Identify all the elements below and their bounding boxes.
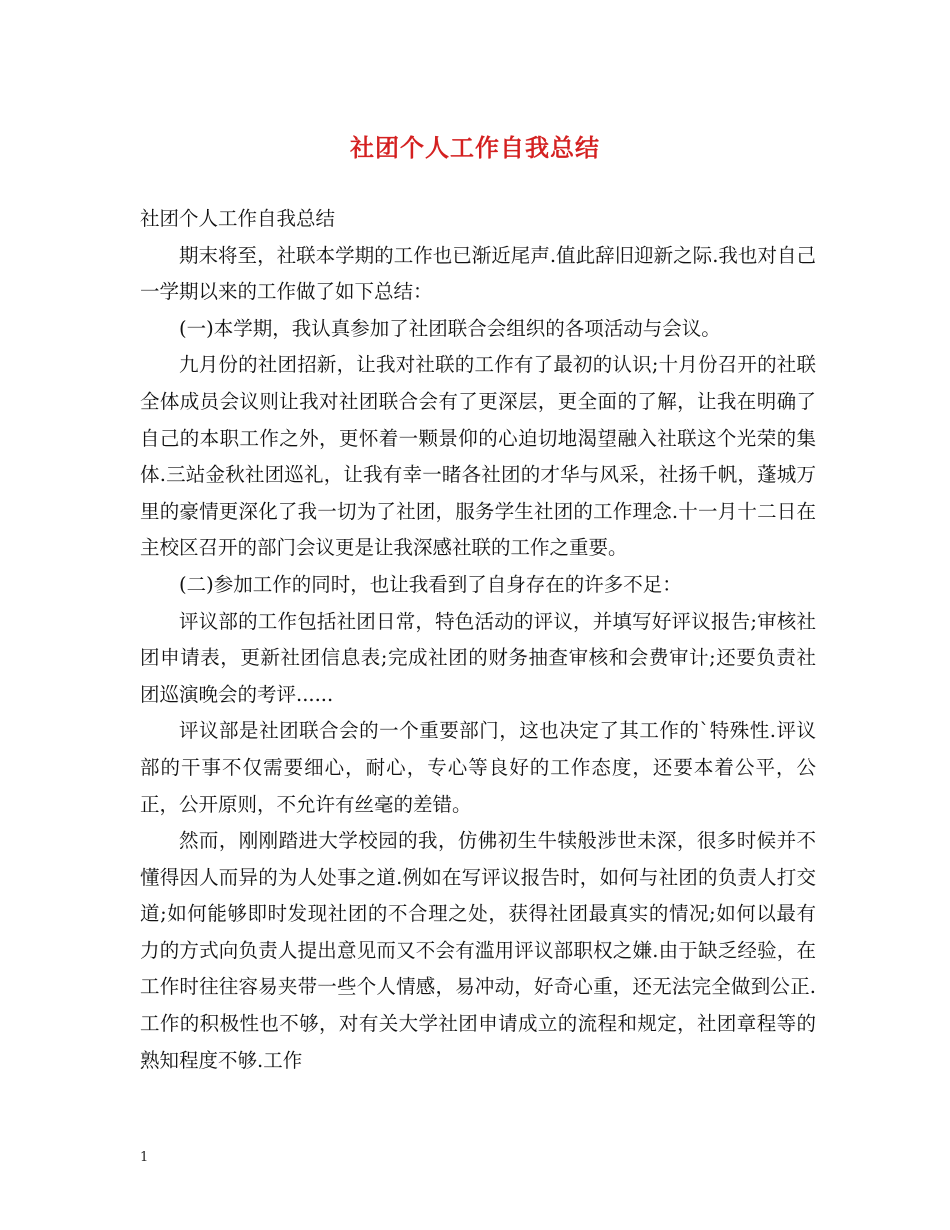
document-body bbox=[140, 201, 816, 1079]
paragraph-3: 九月份的社团招新，让我对社联的工作有了最初的认识;十月份召开的社联全体成员会议则让我对社团联合会有了更深层，更全面的了解，让我在明确了自己的本职工作之外，更怀着一颗景仰的心迫切地渴望融入社联这个光荣的集体.三站金秋社团巡礼，让我有幸一睹各社团的才华与风采，社扬千帆，蓬城万里的豪情更深化了我一切为了社团，服务学生社团的工作理念.十一月十二日在主校区召开的部门会议更是让我深感社联的工作之重要。 bbox=[140, 353, 816, 560]
paragraph-6: 评议部是社团联合会的一个重要部门，这也决定了其工作的`特殊性.评议部的干事不仅需要细心，耐心，专心等良好的工作态度，还要本着公平，公正，公开原则，不允许有丝毫的差错。 bbox=[140, 719, 816, 816]
paragraph-4: (二)参加工作的同时，也让我看到了自身存在的许多不足： bbox=[179, 572, 682, 596]
body-heading: 社团个人工作自我总结 bbox=[140, 207, 336, 230]
paragraph-5: 评议部的工作包括社团日常，特色活动的评议，并填写好评议报告;审核社团申请表，更新社团信息表;完成社团的财务抽查审核和会费审计;还要负责社团巡演晚会的考评...... bbox=[140, 609, 816, 706]
paragraph-2: (一)本学期，我认真参加了社团联合会组织的各项活动与会议。 bbox=[179, 316, 721, 340]
page-number: 1 bbox=[140, 1150, 149, 1165]
document-title: 社团个人工作自我总结 bbox=[350, 133, 600, 162]
paragraph-7: 然而，刚刚踏进大学校园的我，仿佛初生牛犊般涉世未深，很多时候并不懂得因人而异的为人处事之道.例如在写评议报告时，如何与社团的负责人打交道;如何能够即时发现社团的不合理之处，获得社团最真实的情况;如何以最有力的方式向负责人提出意见而又不会有滥用评议部职权之嫌.由于缺乏经验，在工作时往往容易夹带一些个人情感，易冲动，好奇心重，还无法完全做到公正.工作的积极性也不够，对有关大学社团申请成立的流程和规定，社团章程等的熟知程度不够.工作 bbox=[140, 829, 816, 1072]
paragraph-1: 期末将至，社联本学期的工作也已渐近尾声.值此辞旧迎新之际.我也对自己一学期以来的工作做了如下总结： bbox=[140, 243, 816, 304]
